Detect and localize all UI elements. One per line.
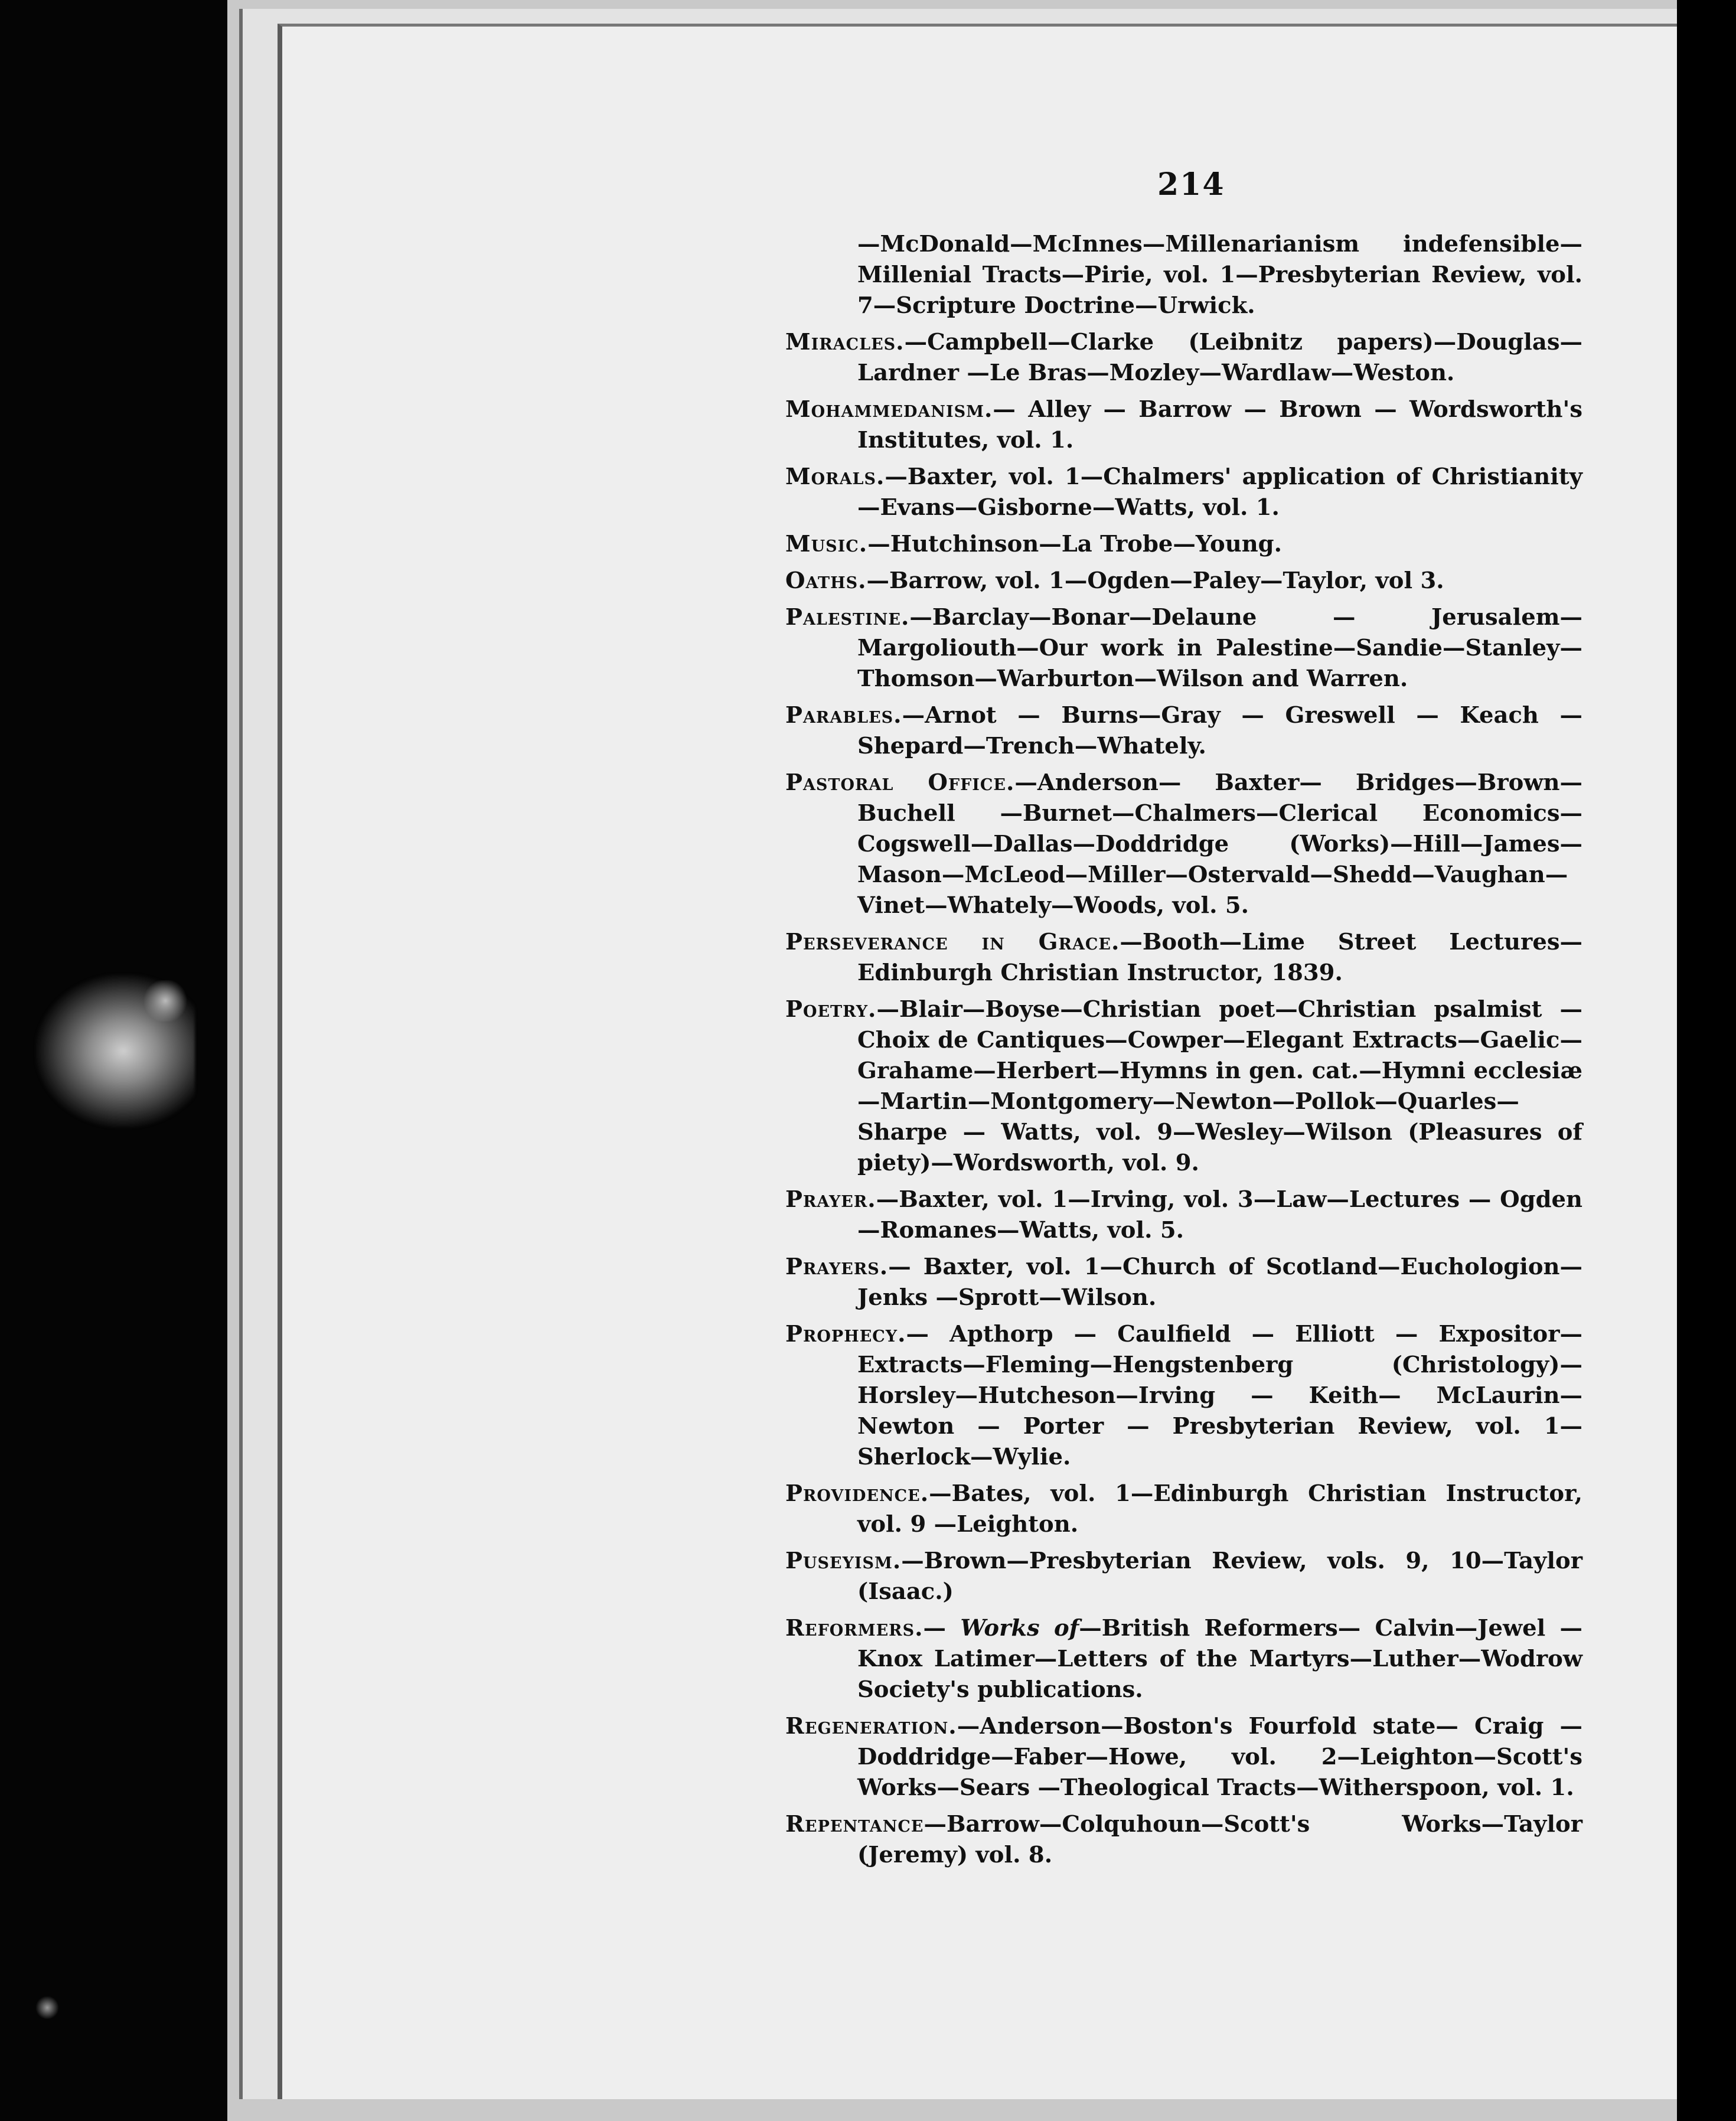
entry-text: —Baxter, vol. 1—Irving, vol. 3—Law—Lectures — Ogden—Romanes—Watts, vol. 5.: [857, 1186, 1582, 1244]
entry-text: —Blair—Boyse—Christian poet—Christian psalmist — Choix de Cantiques—Cowper—Elegant Extracts—Gaelic—Grahame—Herbert—Hymns in gen. cat.—Hymni ecclesiæ—Martin—Montgomery—Newton—Pollok—Quarles—Sharpe — Watts, vol. 9—Wesley—Wilson (Pleasures of piety)—Wordsworth, vol. 9.: [857, 996, 1582, 1176]
entry-heading: Reformers.: [785, 1615, 924, 1642]
entry-heading: Prophecy.: [785, 1321, 906, 1347]
index-entry: [785, 394, 1582, 456]
entry-text: —Barrow—Colquhoun—Scott's Works—Taylor (Jeremy) vol. 8.: [857, 1811, 1582, 1868]
entry-dash: —: [923, 1615, 961, 1642]
entry-italic-phrase: Works of: [960, 1615, 1079, 1642]
entry-heading: Oaths.: [785, 567, 867, 594]
index-entry: [785, 1185, 1582, 1246]
index-entry: [785, 1546, 1582, 1607]
index-entry-continuation: [785, 229, 1582, 321]
index-entry: [785, 927, 1582, 988]
entry-heading: Pastoral Office.: [785, 769, 1015, 796]
index-entry: [785, 1613, 1582, 1705]
entry-text: — Apthorp — Caulfield — Elliott — Expositor— Extracts—Fleming—Hengstenberg (Christology)—Horsley—Hutcheson—Irving — Keith— McLaurin— Newton — Porter — Presbyterian Review, vol. 1—Sherlock—Wylie.: [857, 1321, 1582, 1470]
entry-text: —Baxter, vol. 1—Chalmers' application of Christianity—Evans—Gisborne—Watts, vol. 1.: [857, 464, 1582, 521]
index-entry: [785, 462, 1582, 523]
entry-heading: Palestine.: [785, 604, 910, 631]
entry-text: — Baxter, vol. 1—Church of Scotland—Euchologion—Jenks —Sprott—Wilson.: [857, 1254, 1582, 1311]
entry-heading: Miracles.: [785, 329, 905, 355]
entry-heading: Puseyism.: [785, 1548, 902, 1574]
entry-text: —McDonald—McInnes—Millenarianism indefensible—Millenial Tracts—Pirie, vol. 1—Presbyterian Review, vol. 7—Scripture Doctrine—Urwick.: [857, 231, 1582, 319]
entry-text: —Anderson— Baxter— Bridges—Brown— Buchell —Burnet—Chalmers—Clerical Economics—Cogswell—Dallas—Doddridge (Works)—Hill—James—Mason—McLeod—Miller—Ostervald—Shedd—Vaughan—Vinet—Whately—Woods, vol. 5.: [857, 769, 1582, 919]
scan-stain-speck: [142, 980, 189, 1022]
scan-stain-speck: [35, 1996, 59, 2019]
entry-heading: Repentance: [785, 1811, 924, 1838]
index-entry: [785, 1319, 1582, 1473]
entry-heading: Music.: [785, 531, 868, 557]
entry-text: —Anderson—Boston's Fourfold state— Craig — Doddridge—Faber—Howe, vol. 2—Leighton—Scott's Works—Sears —Theological Tracts—Witherspoon, vol. 1.: [857, 1713, 1582, 1801]
page-number: 214: [1157, 167, 1225, 203]
entry-heading: Regeneration.: [785, 1713, 957, 1740]
entry-text: —Brown—Presbyterian Review, vols. 9, 10—Taylor (Isaac.): [857, 1548, 1582, 1605]
index-entry: [785, 700, 1582, 762]
entry-text: —Arnot — Burns—Gray — Greswell — Keach — Shepard—Trench—Whately.: [857, 702, 1582, 759]
entry-text: — Alley — Barrow — Brown — Wordsworth's Institutes, vol. 1.: [857, 396, 1582, 453]
index-entry: [785, 529, 1582, 560]
index-entry: [785, 1479, 1582, 1540]
entry-heading: Providence.: [785, 1480, 929, 1507]
entry-text: —British Reformers— Calvin—Jewel —Knox Latimer—Letters of the Martyrs—Luther—Wodrow Society's publications.: [857, 1615, 1583, 1703]
index-entry: [785, 1252, 1582, 1313]
entry-heading: Perseverance in Grace.: [785, 929, 1120, 955]
index-entry: [785, 768, 1582, 921]
entry-text: —Barclay—Bonar—Delaune — Jerusalem—Margoliouth—Our work in Palestine—Sandie—Stanley—Thomson—Warburton—Wilson and Warren.: [857, 604, 1582, 692]
entry-text: —Barrow, vol. 1—Ogden—Paley—Taylor, vol 3.: [866, 567, 1444, 594]
entry-text: —Booth—Lime Street Lectures—Edinburgh Christian Instructor, 1839.: [857, 929, 1582, 986]
index-entry: [785, 327, 1582, 389]
index-entry: [785, 994, 1582, 1179]
entry-heading: Prayers.: [785, 1254, 889, 1280]
entry-heading: Poetry.: [785, 996, 877, 1023]
entry-heading: Morals.: [785, 464, 885, 490]
scan-right-margin: [1677, 0, 1736, 2121]
index-entry: [785, 602, 1582, 694]
index-entry: [785, 566, 1582, 596]
index-entry: [785, 1711, 1582, 1803]
entry-text: —Bates, vol. 1—Edinburgh Christian Instructor, vol. 9 —Leighton.: [857, 1480, 1582, 1538]
entry-heading: Mohammedanism.: [785, 396, 993, 423]
entry-text: —Campbell—Clarke (Leibnitz papers)—Douglas—Lardner —Le Bras—Mozley—Wardlaw—Weston.: [857, 329, 1582, 386]
subject-index: [785, 229, 1582, 1877]
entry-text: —Hutchinson—La Trobe—Young.: [867, 531, 1283, 557]
entry-heading: Prayer.: [785, 1186, 876, 1213]
entry-heading: Parables.: [785, 702, 902, 729]
index-entry: [785, 1809, 1582, 1871]
